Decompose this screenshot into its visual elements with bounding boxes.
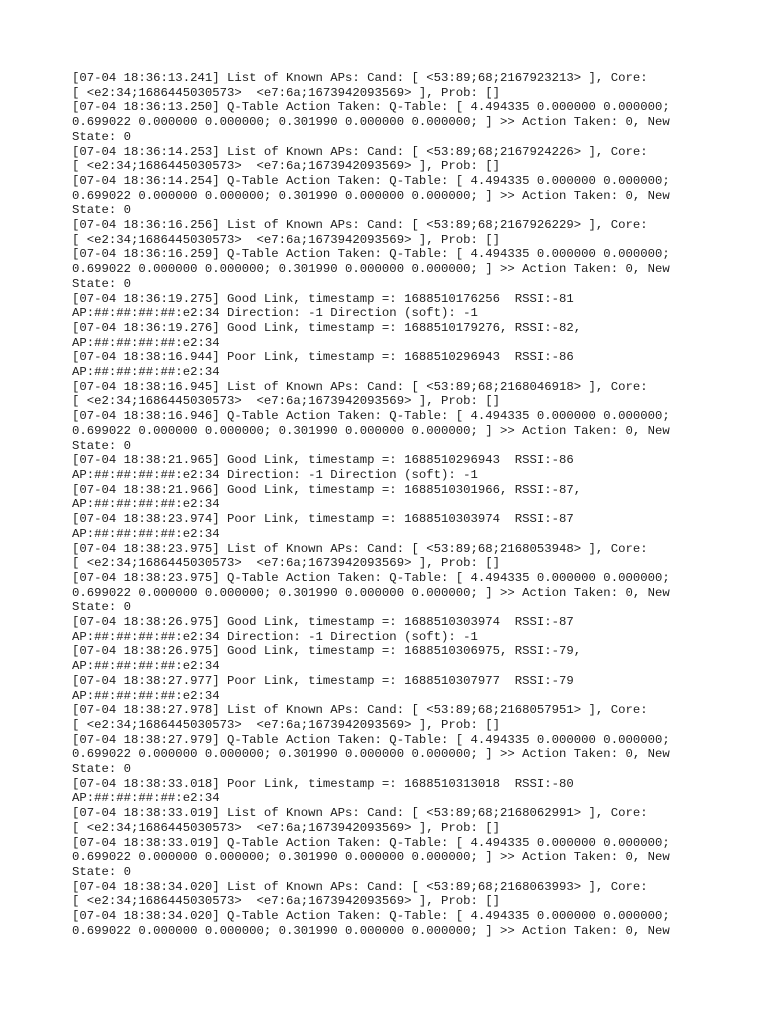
log-line: State: 0 [72,864,132,879]
log-line: [07-04 18:38:34.020] Q-Table Action Taken: Q-Table: [ 4.494335 0.000000 0.000000; [72,909,670,924]
log-line: AP:##:##:##:##:e2:34 [72,688,220,703]
log-line: 0.699022 0.000000 0.000000; 0.301990 0.000000 0.000000; ] >> Action Taken: 0, New [72,850,670,865]
log-line: State: 0 [72,276,132,291]
log-line: [07-04 18:36:13.241] List of Known APs: Cand: [ <53:89;68;2167923213> ], Core: [72,71,648,85]
log-line: [ <e2:34;1686445030573> <e7:6a;1673942093569> ], Prob: [] [72,556,501,571]
log-line: [07-04 18:38:21.966] Good Link, timestamp =: 1688510301966, RSSI:-87, [72,482,582,497]
log-text-block [72,71,712,938]
log-line: AP:##:##:##:##:e2:34 [72,526,220,541]
log-line: [07-04 18:36:14.254] Q-Table Action Taken: Q-Table: [ 4.494335 0.000000 0.000000; [72,173,670,188]
log-line: 0.699022 0.000000 0.000000; 0.301990 0.000000 0.000000; ] >> Action Taken: 0, New [72,188,670,203]
log-line: [ <e2:34;1686445030573> <e7:6a;1673942093569> ], Prob: [] [72,85,501,100]
log-line: [ <e2:34;1686445030573> <e7:6a;1673942093569> ], Prob: [] [72,820,501,835]
log-line: State: 0 [72,762,132,777]
log-line: 0.699022 0.000000 0.000000; 0.301990 0.000000 0.000000; ] >> Action Taken: 0, New [72,923,670,938]
log-line: [07-04 18:38:23.974] Poor Link, timestamp =: 1688510303974 RSSI:-87 [72,512,574,527]
log-line: State: 0 [72,203,132,218]
log-line: [07-04 18:38:33.018] Poor Link, timestamp =: 1688510313018 RSSI:-80 [72,776,574,791]
log-line: [07-04 18:36:16.259] Q-Table Action Taken: Q-Table: [ 4.494335 0.000000 0.000000; [72,247,670,262]
log-line: [07-04 18:38:26.975] Good Link, timestamp =: 1688510306975, RSSI:-79, [72,644,582,659]
log-line: 0.699022 0.000000 0.000000; 0.301990 0.000000 0.000000; ] >> Action Taken: 0, New [72,747,670,762]
log-line: [ <e2:34;1686445030573> <e7:6a;1673942093569> ], Prob: [] [72,159,501,174]
log-line: AP:##:##:##:##:e2:34 [72,497,220,512]
log-line: [07-04 18:38:33.019] List of Known APs: Cand: [ <53:89;68;2168062991> ], Core: [72,806,648,821]
log-line: [07-04 18:36:14.253] List of Known APs: Cand: [ <53:89;68;2167924226> ], Core: [72,144,648,159]
log-line: AP:##:##:##:##:e2:34 Direction: -1 Direction (soft): -1 [72,467,478,482]
log-line: AP:##:##:##:##:e2:34 [72,365,220,380]
log-line: [07-04 18:38:23.975] Q-Table Action Taken: Q-Table: [ 4.494335 0.000000 0.000000; [72,570,670,585]
log-line: [07-04 18:38:27.977] Poor Link, timestamp =: 1688510307977 RSSI:-79 [72,673,574,688]
log-line: State: 0 [72,600,132,615]
log-line: [07-04 18:38:26.975] Good Link, timestamp =: 1688510303974 RSSI:-87 [72,615,574,630]
log-line: [07-04 18:38:16.946] Q-Table Action Taken: Q-Table: [ 4.494335 0.000000 0.000000; [72,409,670,424]
log-line: 0.699022 0.000000 0.000000; 0.301990 0.000000 0.000000; ] >> Action Taken: 0, New [72,585,670,600]
log-line: [07-04 18:38:16.945] List of Known APs: Cand: [ <53:89;68;2168046918> ], Core: [72,379,648,394]
log-line: [07-04 18:36:16.256] List of Known APs: Cand: [ <53:89;68;2167926229> ], Core: [72,218,648,233]
log-line: 0.699022 0.000000 0.000000; 0.301990 0.000000 0.000000; ] >> Action Taken: 0, New [72,262,670,277]
log-line: [ <e2:34;1686445030573> <e7:6a;1673942093569> ], Prob: [] [72,232,501,247]
log-line: State: 0 [72,438,132,453]
log-line: [07-04 18:38:21.965] Good Link, timestamp =: 1688510296943 RSSI:-86 [72,453,574,468]
log-line: 0.699022 0.000000 0.000000; 0.301990 0.000000 0.000000; ] >> Action Taken: 0, New [72,115,670,130]
log-line: AP:##:##:##:##:e2:34 [72,659,220,674]
log-line: AP:##:##:##:##:e2:34 [72,791,220,806]
log-line: [07-04 18:38:34.020] List of Known APs: Cand: [ <53:89;68;2168063993> ], Core: [72,879,648,894]
log-line: [ <e2:34;1686445030573> <e7:6a;1673942093569> ], Prob: [] [72,894,501,909]
log-line: [07-04 18:36:13.250] Q-Table Action Taken: Q-Table: [ 4.494335 0.000000 0.000000; [72,100,670,115]
log-line: [07-04 18:38:27.979] Q-Table Action Taken: Q-Table: [ 4.494335 0.000000 0.000000; [72,732,670,747]
log-line: [ <e2:34;1686445030573> <e7:6a;1673942093569> ], Prob: [] [72,717,501,732]
log-line: AP:##:##:##:##:e2:34 Direction: -1 Direction (soft): -1 [72,629,478,644]
log-line: State: 0 [72,129,132,144]
log-line: AP:##:##:##:##:e2:34 [72,335,220,350]
log-line: [07-04 18:38:16.944] Poor Link, timestamp =: 1688510296943 RSSI:-86 [72,350,574,365]
log-line: [07-04 18:36:19.275] Good Link, timestamp =: 1688510176256 RSSI:-81 [72,291,574,306]
log-line: [07-04 18:38:27.978] List of Known APs: Cand: [ <53:89;68;2168057951> ], Core: [72,703,648,718]
log-line: 0.699022 0.000000 0.000000; 0.301990 0.000000 0.000000; ] >> Action Taken: 0, New [72,423,670,438]
log-line: [ <e2:34;1686445030573> <e7:6a;1673942093569> ], Prob: [] [72,394,501,409]
log-line: [07-04 18:36:19.276] Good Link, timestamp =: 1688510179276, RSSI:-82, [72,320,582,335]
log-line: [07-04 18:38:23.975] List of Known APs: Cand: [ <53:89;68;2168053948> ], Core: [72,541,648,556]
log-line: [07-04 18:38:33.019] Q-Table Action Taken: Q-Table: [ 4.494335 0.000000 0.000000; [72,835,670,850]
document-page [72,71,712,938]
log-line: AP:##:##:##:##:e2:34 Direction: -1 Direction (soft): -1 [72,306,478,321]
